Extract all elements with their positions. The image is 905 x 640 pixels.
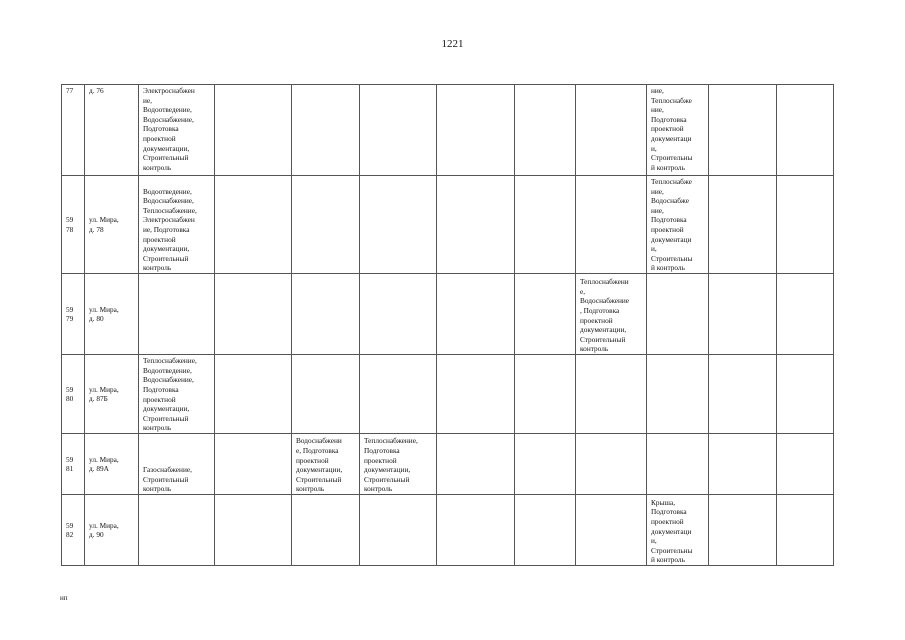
empty-cell [576,494,647,565]
empty-cell [709,273,777,354]
empty-cell [777,494,834,565]
empty-cell [437,85,515,176]
empty-cell [139,494,215,565]
empty-cell [709,85,777,176]
table-row [62,273,834,354]
empty-cell [515,433,576,494]
empty-cell [292,85,360,176]
empty-cell [215,176,292,274]
empty-cell [576,433,647,494]
row-number: 59 81 [62,433,85,494]
address-cell: д. 76 [85,85,139,176]
empty-cell [709,354,777,433]
empty-cell [437,494,515,565]
empty-cell [515,85,576,176]
empty-cell [292,273,360,354]
table-row [62,354,834,433]
works-cell: Теплоснабжение, Водоотведение, Водоснабжение, Подготовка проектной документации, Строительный контроль [139,354,215,433]
empty-cell [709,433,777,494]
empty-cell [215,494,292,565]
page-number: 1221 [441,38,464,50]
empty-cell [215,354,292,433]
empty-cell [360,273,437,354]
empty-cell [360,354,437,433]
works-cell: Теплоснабже ние, Водоснабже ние, Подготовка проектной документаци и, Строительны й контроль [647,176,709,274]
empty-cell [437,433,515,494]
empty-cell [437,354,515,433]
empty-cell [709,176,777,274]
empty-cell [215,85,292,176]
empty-cell [576,85,647,176]
empty-cell [576,176,647,274]
empty-cell [437,273,515,354]
empty-cell [292,354,360,433]
empty-cell [292,176,360,274]
address-cell: ул. Мира, д. 89А [85,433,139,494]
empty-cell [515,273,576,354]
empty-cell [777,354,834,433]
empty-cell [215,273,292,354]
address-cell: ул. Мира, д. 90 [85,494,139,565]
address-cell: ул. Мира, д. 80 [85,273,139,354]
empty-cell [515,494,576,565]
works-cell: Крыша, Подготовка проектной документаци и, Строительны й контроль [647,494,709,565]
row-number: 77 [62,85,85,176]
empty-cell [647,354,709,433]
empty-cell [139,273,215,354]
address-cell: ул. Мира, д. 78 [85,176,139,274]
table-row [62,494,834,565]
works-cell: Теплоснабжени е, Водоснабжение , Подготовка проектной документации, Строительный контроль [576,273,647,354]
table-row [62,433,834,494]
empty-cell [515,176,576,274]
empty-cell [292,494,360,565]
empty-cell [360,176,437,274]
empty-cell [777,433,834,494]
empty-cell [515,354,576,433]
empty-cell [437,176,515,274]
works-cell: Электроснабжен ие, Водоотведение, Водоснабжение, Подготовка проектной документации, Строительный контроль [139,85,215,176]
table-row [62,176,834,274]
empty-cell [360,85,437,176]
row-number: 59 82 [62,494,85,565]
empty-cell [777,273,834,354]
row-number: 59 78 [62,176,85,274]
empty-cell [777,176,834,274]
empty-cell [647,433,709,494]
works-cell: Водоснабжени е, Подготовка проектной документации, Строительный контроль [292,433,360,494]
empty-cell [777,85,834,176]
empty-cell [576,354,647,433]
empty-cell [647,273,709,354]
works-table [61,84,834,566]
empty-cell [360,494,437,565]
works-cell: Теплоснабжение, Подготовка проектной документации, Строительный контроль [360,433,437,494]
empty-cell [709,494,777,565]
address-cell: ул. Мира, д. 87Б [85,354,139,433]
row-number: 59 79 [62,273,85,354]
works-cell: Газоснабжение, Строительный контроль [139,433,215,494]
row-number: 59 80 [62,354,85,433]
works-cell: Водоотведение, Водоснабжение, Теплоснабжение, Электроснабжен ие, Подготовка проектной документации, Строительный контроль [139,176,215,274]
footer-mark: нп [60,594,68,602]
works-cell: ние, Теплоснабже ние, Подготовка проектной документаци и, Строительны й контроль [647,85,709,176]
table-row [62,85,834,176]
empty-cell [215,433,292,494]
